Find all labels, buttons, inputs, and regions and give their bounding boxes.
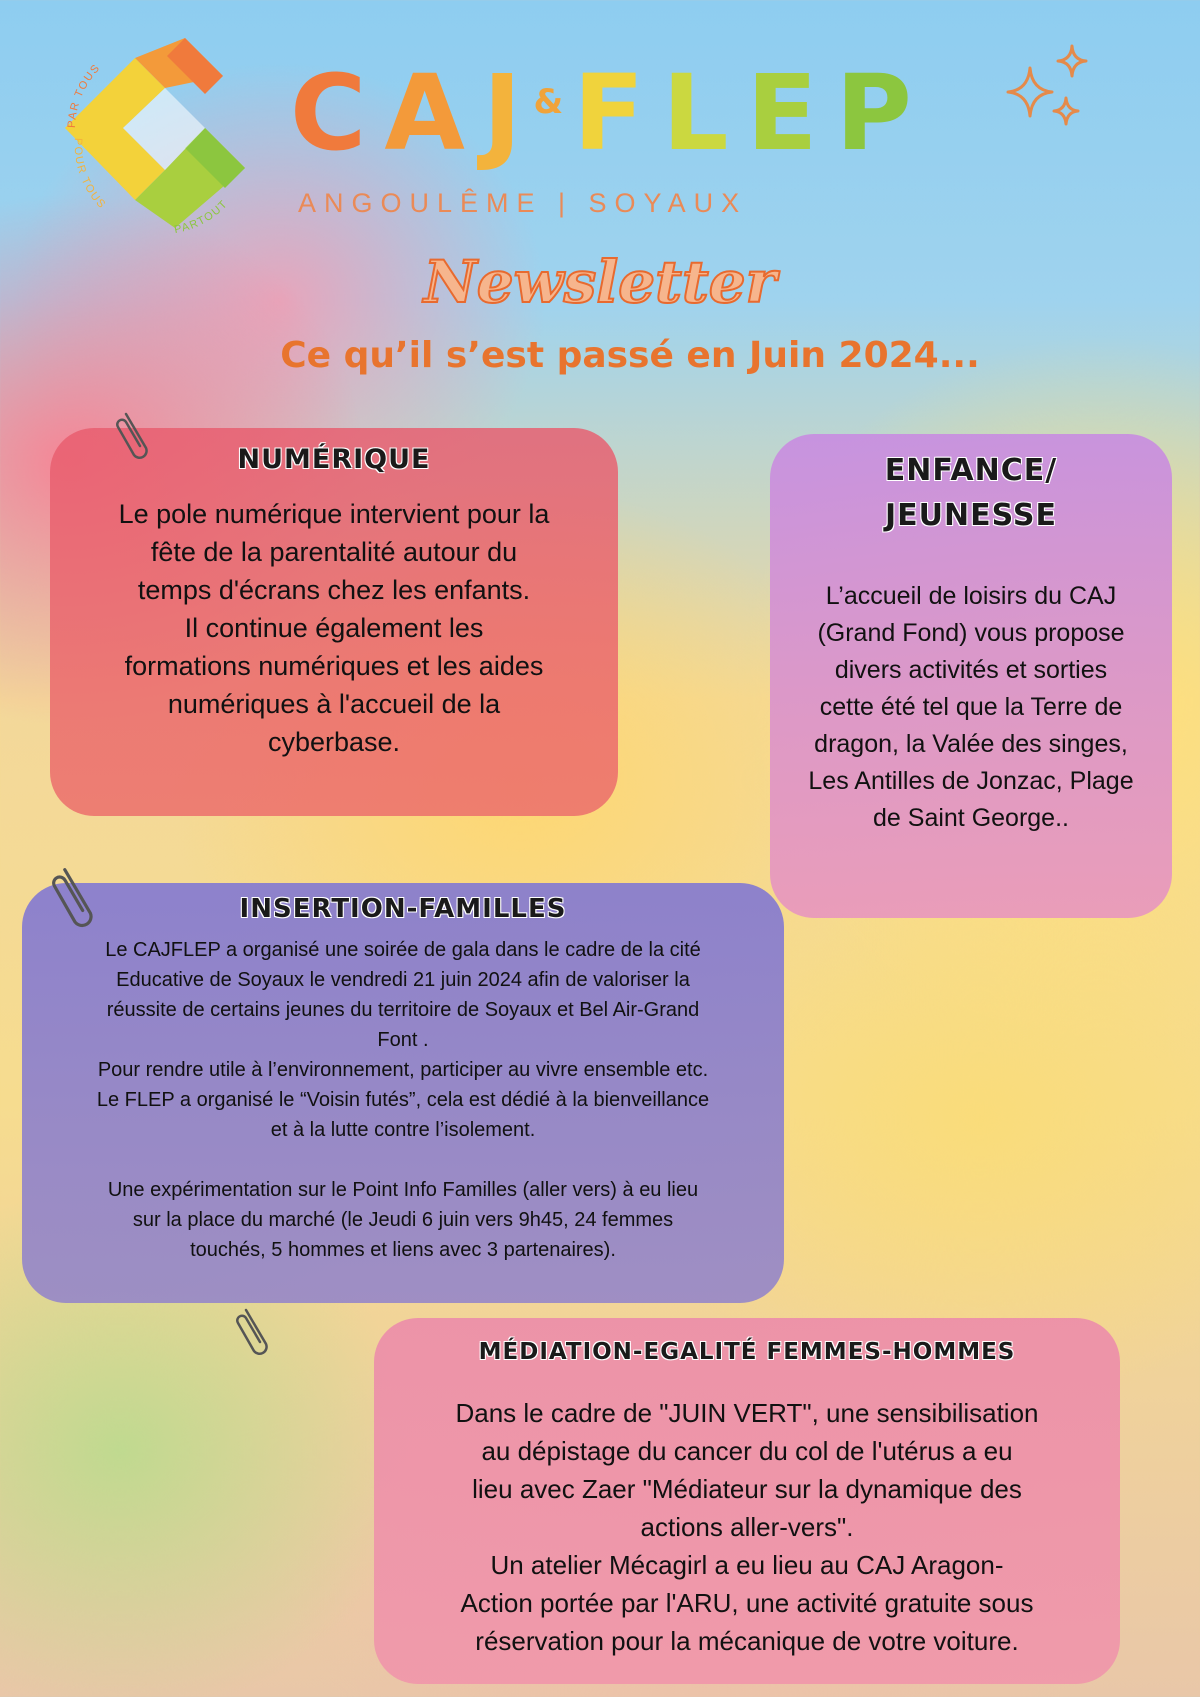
text-line: Les Antilles de Jonzac, Plage <box>808 767 1134 795</box>
text-line: sur la place du marché (le Jeudi 6 juin vers 9h45, 24 femmes <box>132 1209 674 1231</box>
text-line: Pour rendre utile à l’environnement, participer au vivre ensemble etc. <box>97 1059 709 1081</box>
brand-letter: J <box>482 52 540 174</box>
brand-letter: E <box>746 52 836 174</box>
brand-letter: F <box>573 52 663 174</box>
text-line: (Grand Fond) vous propose <box>817 619 1125 647</box>
text-line: réservation pour la mécanique de votre voiture. <box>475 1626 1019 1656</box>
text-line: formations numériques et les aides <box>124 651 544 681</box>
logo-ring-right: PARTOUT <box>173 197 231 237</box>
text-line: divers activités et sorties <box>834 656 1108 684</box>
brand-letter: L <box>662 52 747 174</box>
section-heading: INSERTION-FAMILLES <box>239 894 567 924</box>
text-line: temps d'écrans chez les enfants. <box>137 575 531 605</box>
location-subtitle: ANGOULÊME | SOYAUX <box>298 188 748 218</box>
text-line: fête de la parentalité autour du <box>150 537 518 567</box>
text-line: dragon, la Valée des singes, <box>814 730 1128 758</box>
section-heading <box>780 448 1162 538</box>
brand-wordmark <box>290 52 930 174</box>
section-numerique <box>50 428 618 816</box>
section-insertion-familles <box>22 883 784 1303</box>
brand-letter: C <box>290 52 385 174</box>
text-line: Font . <box>377 1029 429 1051</box>
brand-ampersand: & <box>533 82 564 122</box>
text-line: touchés, 5 hommes et liens avec 3 partenaires). <box>190 1239 616 1261</box>
text-line: cyberbase. <box>267 727 401 757</box>
text-line: Dans le cadre de "JUIN VERT", une sensibilisation <box>455 1398 1039 1428</box>
text-line: Il continue également les <box>184 613 484 643</box>
text-line: Action portée par l'ARU, une activité gratuite sous <box>460 1588 1034 1618</box>
section-heading: NUMÉRIQUE <box>237 444 431 475</box>
logo <box>55 28 265 248</box>
text-line: Le pole numérique intervient pour la <box>118 499 550 529</box>
section-heading: MÉDIATION-EGALITÉ FEMMES-HOMMES <box>478 1339 1016 1365</box>
text-line: L’accueil de loisirs du CAJ <box>825 582 1117 610</box>
paperclip-icon <box>112 408 156 466</box>
text-line: Le CAJFLEP a organisé une soirée de gala dans le cadre de la cité <box>105 939 701 961</box>
brand-letter: P <box>835 52 930 174</box>
text-line: et à la lutte contre l’isolement. <box>270 1119 536 1141</box>
text-line: au dépistage du cancer du col de l'utérus a eu <box>481 1436 1013 1466</box>
text-line: Le FLEP a organisé le “Voisin futés”, cela est dédié à la bienveillance <box>96 1089 710 1111</box>
heading-line: ENFANCE/ <box>884 453 1058 488</box>
text-line: cette été tel que la Terre de <box>819 693 1123 721</box>
brand-letter: A <box>384 52 483 174</box>
section-mediation-egalite <box>374 1318 1120 1684</box>
text-line: de Saint George.. <box>873 804 1069 832</box>
logo-ring-top: PAR TOUS <box>65 61 103 129</box>
text-line: numériques à l'accueil de la <box>167 689 501 719</box>
page-subtitle: Ce qu’il s’est passé en Juin 2024... <box>280 335 980 376</box>
sparkle-icon <box>1000 40 1100 140</box>
section-enfance-jeunesse <box>770 434 1172 918</box>
text-line: Un atelier Mécagirl a eu lieu au CAJ Aragon- <box>490 1550 1004 1580</box>
text-line: Une expérimentation sur le Point Info Familles (aller vers) à eu lieu <box>107 1179 699 1201</box>
logo-ring-left: POUR TOUS <box>71 137 109 212</box>
text-line: Educative de Soyaux le vendredi 21 juin 2024 afin de valoriser la <box>116 969 690 991</box>
paperclip-icon <box>232 1304 276 1362</box>
page-title: Newsletter <box>423 248 777 316</box>
text-line: réussite de certains jeunes du territoire de Soyaux et Bel Air-Grand <box>106 999 700 1021</box>
text-line: actions aller-vers". <box>640 1512 854 1542</box>
text-line: lieu avec Zaer "Médiateur sur la dynamique des <box>472 1474 1022 1504</box>
heading-line: JEUNESSE <box>885 498 1057 533</box>
paperclip-icon <box>46 862 104 936</box>
